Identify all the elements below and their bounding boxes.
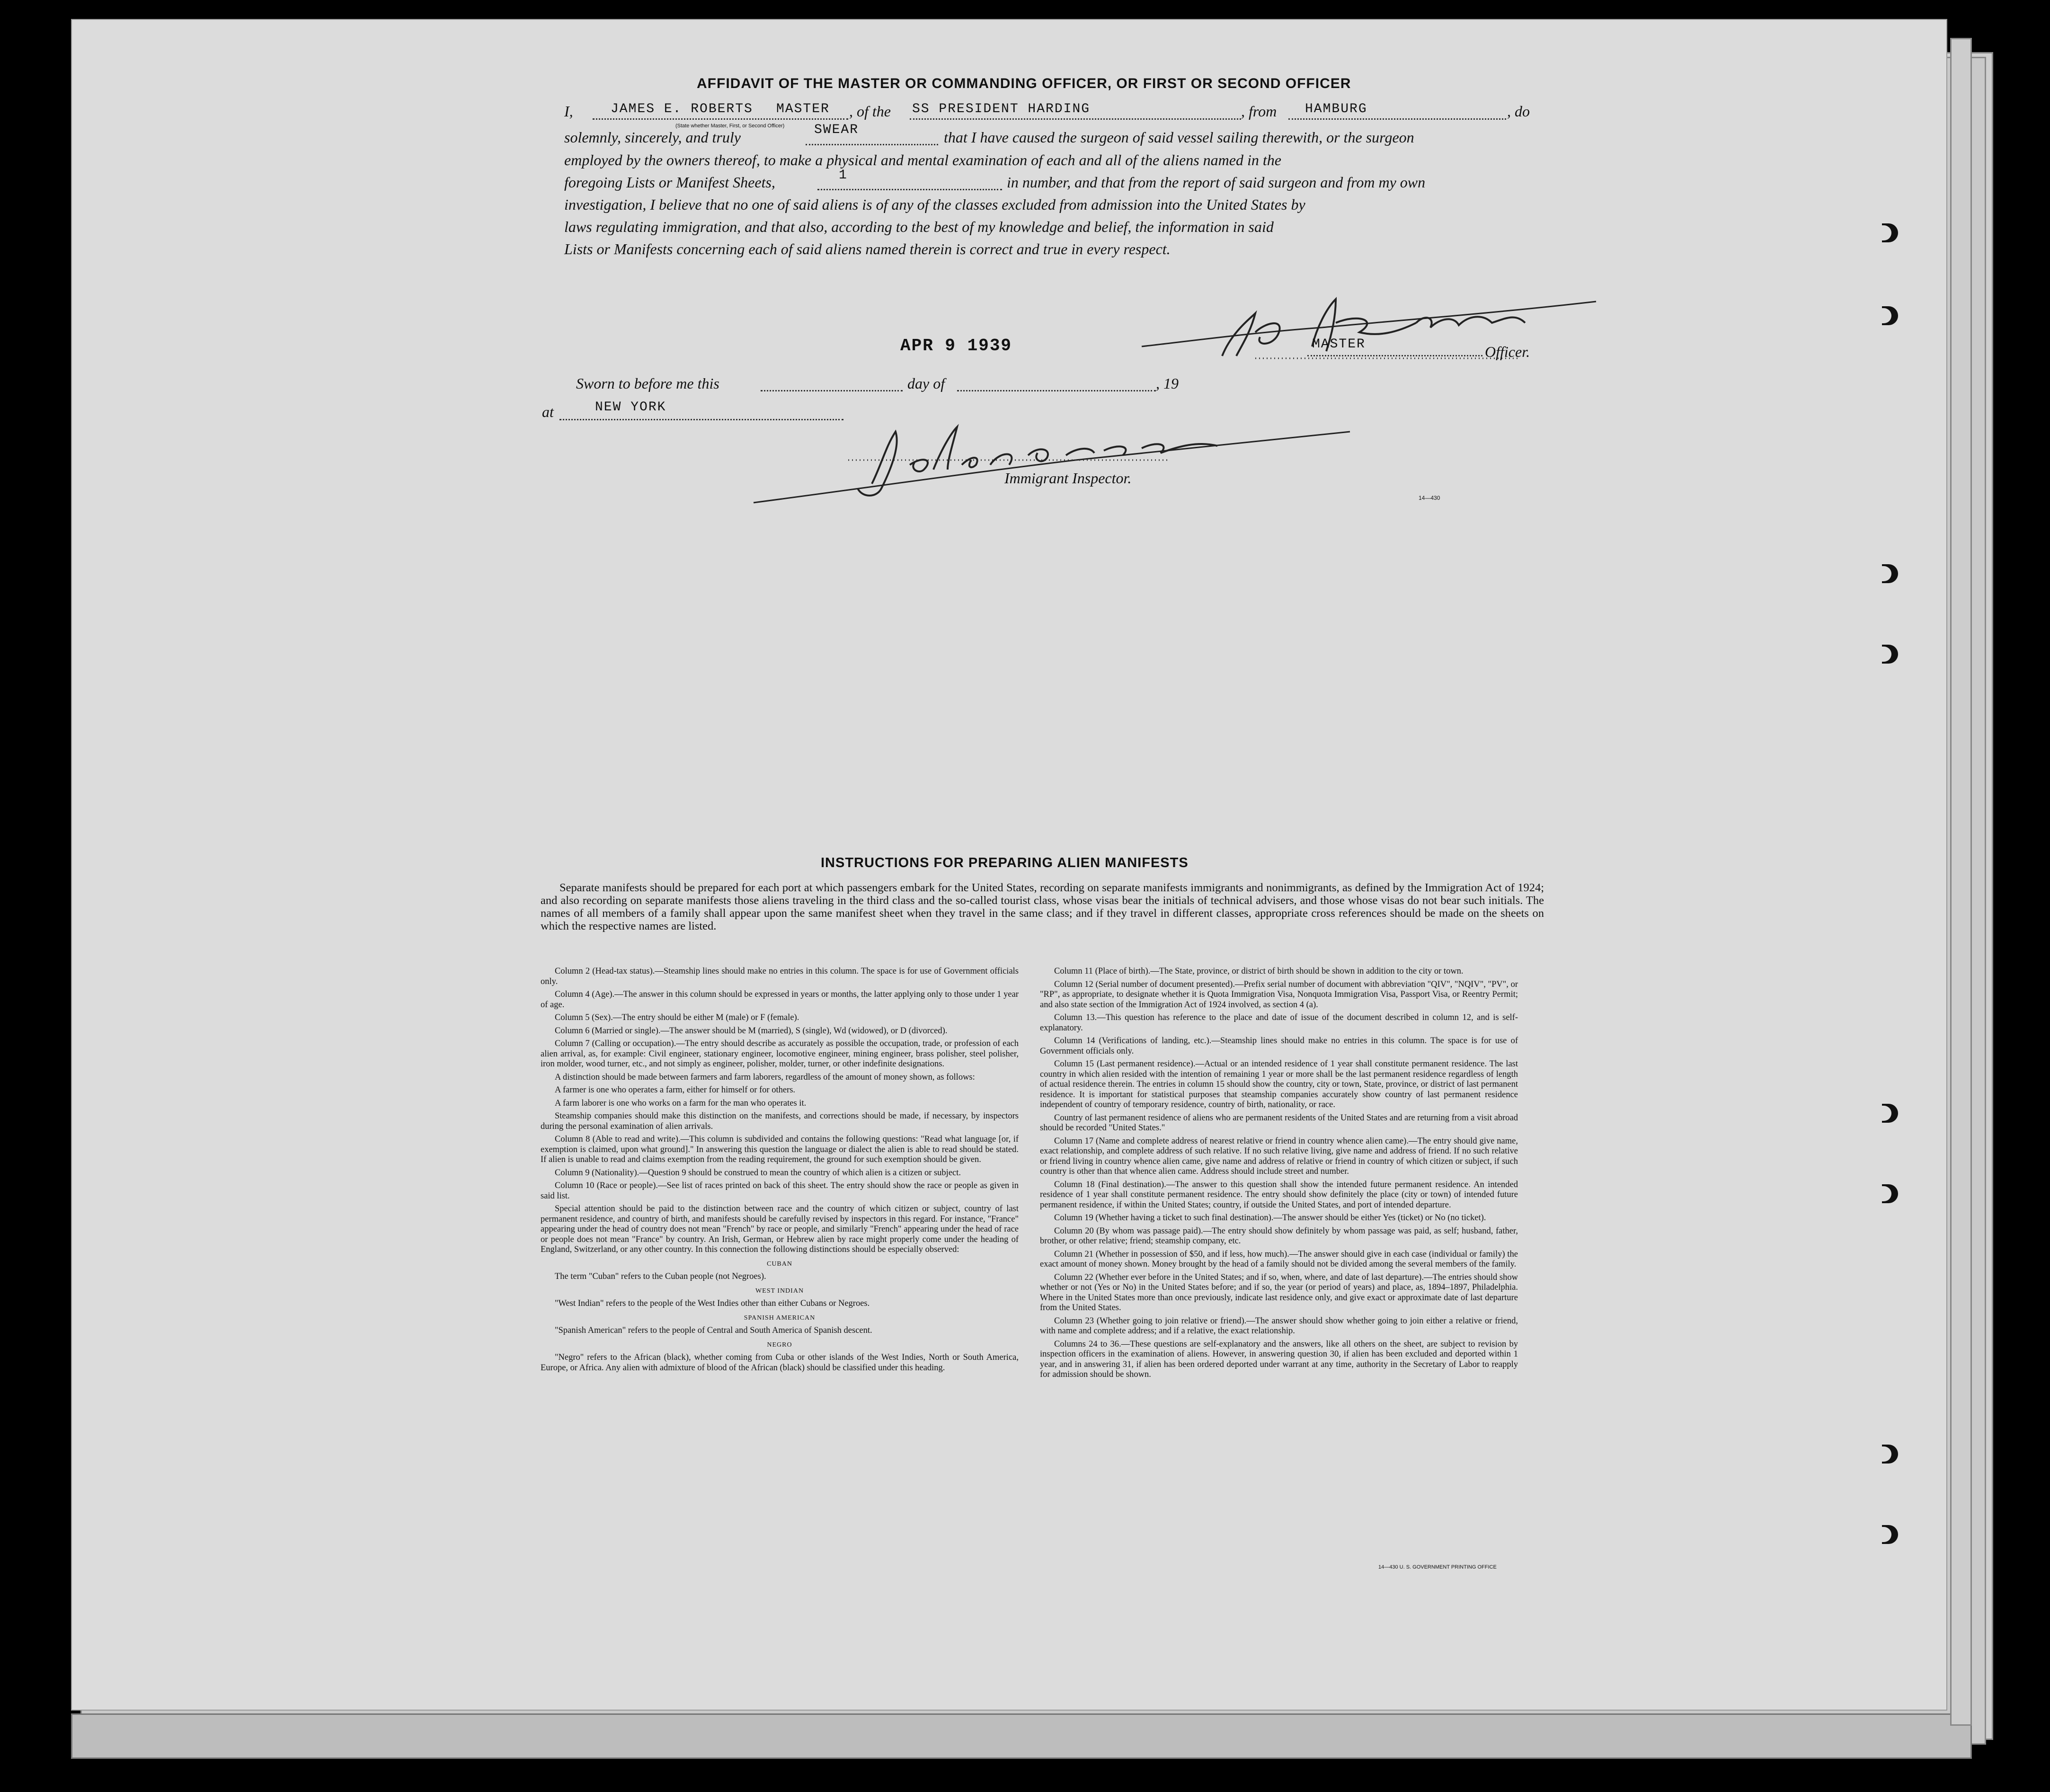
- affidavit-i: I,: [564, 103, 573, 120]
- of-the-label: , of the: [849, 103, 891, 120]
- year-prefix: , 19: [1156, 375, 1179, 392]
- text-west-indian: "West Indian" refers to the people of the West Indies other than either Cubans or Negroes.: [555, 1299, 870, 1308]
- instructions-right-column: [1040, 967, 1518, 1383]
- printer-mark: 14—430 U. S. GOVERNMENT PRINTING OFFICE: [1378, 1564, 1497, 1570]
- left-paragraph: A farmer is one who operates a farm, either for himself or for others.: [555, 1085, 796, 1095]
- left-paragraph: Column 9 (Nationality).—Question 9 should be construed to mean the country of which alien is a citizen or subject.: [555, 1168, 961, 1178]
- sworn-label: Sworn to before me this: [576, 375, 719, 392]
- page-edge-right: [1950, 38, 1972, 1726]
- instructions-left-column: [541, 967, 1019, 1376]
- punch-hole: [1882, 306, 1898, 325]
- left-paragraph: Column 5 (Sex).—The entry should be either M (male) or F (female).: [555, 1013, 799, 1022]
- right-paragraph: Column 21 (Whether in possession of $50, and if less, how much).—The answer should give in each case (individual or family) the exact amount of money shown. Money brought by the head of a family should not be divided among the several members of the family.: [1040, 1249, 1518, 1269]
- text-negro: "Negro" refers to the African (black), whether coming from Cuba or other islands of the West Indies, North or South America, Europe, or Africa. Any alien with admixture of blood of the African (black) should be classified under this heading.: [541, 1353, 1019, 1373]
- right-paragraph: Column 11 (Place of birth).—The State, province, or district of birth should be shown in addition to the city or town.: [1054, 967, 1464, 976]
- right-paragraph: Column 20 (By whom was passage paid).—The entry should show definitely by whom passage was paid, as self; husband, father, brother, or other relative; friend; steamship company, etc.: [1040, 1226, 1518, 1246]
- inspector-signature: [744, 403, 1359, 512]
- right-paragraph: Column 15 (Last permanent residence).—Actual or an intended residence of 1 year shall constitute permanent residence. The last country in which alien resided with the intention of remaining 1 year or more shall be the last permanent residence regardless of length of actual residence therein. The entries in column 15 should show the country, city or town, State, province, or district of last permanent residence. It is important for statistical purposes that steamship companies accurately show country of last permanent residence independent of country of temporary residence, country of birth, nationality, or race.: [1040, 1059, 1518, 1109]
- left-paragraph: A distinction should be made between farmers and farm laborers, regardless of the amount of money shown, as follows:: [555, 1072, 975, 1082]
- subhead-cuban: CUBAN: [766, 1260, 792, 1268]
- departure-port: HAMBURG: [1305, 102, 1367, 116]
- punch-hole: [1882, 1525, 1898, 1544]
- left-paragraph: Special attention should be paid to the distinction between race and the country of which citizen or subject, country of last permanent residence, and country of birth, and manifests should be carefully revised by inspectors in this regard. For instance, "France" appearing under the head of country does not mean "French" by race or people, and similarly "French" appearing under the head of race or people does not mean "France" by country. An Irish, German, or Hebrew alien by race might properly come under the heading of England, Switzerland, or any other country. In this connection the following distinctions should be especially observed:: [541, 1204, 1019, 1254]
- instructions-heading: INSTRUCTIONS FOR PREPARING ALIEN MANIFESTS: [821, 855, 1189, 870]
- line3: employed by the owners thereof, to make a physical and mental examination of each and all of the aliens named in the: [564, 151, 1281, 169]
- day-of-label: day of: [907, 375, 945, 392]
- master-rank: MASTER: [776, 102, 830, 116]
- oath-word: SWEAR: [814, 123, 859, 137]
- manifest-page: [71, 19, 1947, 1711]
- date-stamp: APR 9 1939: [900, 336, 1012, 355]
- right-paragraph: Column 12 (Serial number of document presented).—Prefix serial number of document with abbreviation "QIV", "NQIV", "PV", or "RP", as appropriate, to designate whether it is Quota Immigration Visa, Nonquota Immigration Visa, Passport Visa, or Reentry Permit; and also state section of the Immigration Act of 1924 involved, as section 4 (a).: [1040, 979, 1518, 1010]
- master-signature: [1113, 275, 1606, 380]
- state-note: (State whether Master, First, or Second Officer): [675, 123, 785, 129]
- right-paragraph: Country of last permanent residence of aliens who are permanent residents of the United States and are returning from a visit abroad should be recorded "United States.": [1040, 1113, 1518, 1133]
- left-paragraph: Column 6 (Married or single).—The answer should be M (married), S (single), Wd (widowed), or D (divorced).: [555, 1026, 948, 1036]
- left-paragraph: Column 2 (Head-tax status).—Steamship lines should make no entries in this column. The space is for use of Government officials only.: [541, 967, 1019, 986]
- left-paragraph: A farm laborer is one who works on a farm for the man who operates it.: [555, 1098, 807, 1108]
- do-label: , do: [1507, 103, 1530, 120]
- punch-hole: [1882, 564, 1898, 583]
- line7: Lists or Manifests concerning each of said aliens named therein is correct and true in every respect.: [564, 240, 1171, 257]
- line4-start: foregoing Lists or Manifest Sheets,: [564, 174, 775, 191]
- left-paragraph: Steamship companies should make this distinction on the manifests, and corrections should be made, if necessary, by inspectors during the personal examination of alien arrivals.: [541, 1111, 1019, 1131]
- right-paragraph: Column 23 (Whether going to join relative or friend).—The answer should show whether going to join either a relative or friend, with name and complete address; and if a relative, the exact relationship.: [1040, 1316, 1518, 1336]
- at-label: at: [542, 403, 554, 420]
- text-spanish-american: "Spanish American" refers to the people of Central and South America of Spanish descent.: [555, 1326, 872, 1335]
- sheet-count: 1: [839, 168, 848, 183]
- right-paragraph: Columns 24 to 36.—These questions are self-explanatory and the answers, like all others on the sheet, are subject to revision by inspection officers in the examination of aliens. However, in answering question 30, if alien has been excluded and deported within 1 year, and in answering 31, if alien has been ordered deported under warrant at any time, authority in the Secretary of Labor to reapply for admission should be shown.: [1040, 1339, 1518, 1379]
- right-paragraph: Column 18 (Final destination).—The answer to this question shall show the intended future permanent residence. An intended residence of 1 year shall constitute permanent residence. The entry should show definitely the place (city or town) of intended future permanent residence, if within the United States; country, if outside the United States, and port of intended departure.: [1040, 1180, 1518, 1210]
- line5: investigation, I believe that no one of said aliens is of any of the classes excluded from admission into the United States by: [564, 196, 1305, 213]
- line6: laws regulating immigration, and that also, according to the best of my knowledge and belief, the information in said: [564, 218, 1274, 235]
- punch-hole: [1882, 1184, 1898, 1203]
- line2-start: solemnly, sincerely, and truly: [564, 129, 741, 146]
- officer-label: Officer.: [1485, 343, 1530, 360]
- form-number: 14—430: [1419, 495, 1440, 501]
- instructions-intro: Separate manifests should be prepared for each port at which passengers embark for the United States, recording on separate manifests immigrants and nonimmigrants, as defined by the Immigration Act of 1924; and also recording on separate manifests those aliens traveling in the third class and the so-called tourist class, whose visas bear the initials of technical advisers, and those whose visas do not bear such initials. The names of all members of a family shall appear upon the same manifest sheet when they travel in the same class; and if they travel in different classes, appropriate cross references should be made on the sheets on which the respective names are listed.: [541, 881, 1544, 932]
- punch-hole: [1882, 1104, 1898, 1123]
- page-edge-bottom: [71, 1713, 1972, 1759]
- punch-hole: [1882, 223, 1898, 242]
- right-paragraph: Column 19 (Whether having a ticket to such final destination).—The answer should be either Yes (ticket) or No (no ticket).: [1054, 1213, 1486, 1223]
- master-name: JAMES E. ROBERTS: [611, 102, 753, 116]
- left-paragraph: Column 7 (Calling or occupation).—The entry should describe as accurately as possible the occupation, trade, or profession of each alien arrival, as, for example: Civil engineer, stationary engineer, locomotive engineer, mining engineer, brass polisher, steel polisher, iron molder, wood turner, etc., and not simply as engineer, polisher, molder, turner, or other indefinite designations.: [541, 1039, 1019, 1069]
- left-paragraph: Column 4 (Age).—The answer in this column should be expressed in years or months, the latter applying only to those under 1 year of age.: [541, 990, 1019, 1010]
- right-paragraph: Column 13.—This question has reference to the place and date of issue of the document described in column 12, and is self-explanatory.: [1040, 1013, 1518, 1033]
- right-paragraph: Column 14 (Verifications of landing, etc.).—Steamship lines should make no entries in this column. The space is for use of Government officials only.: [1040, 1036, 1518, 1056]
- from-label: , from: [1241, 103, 1277, 120]
- text-cuban: The term "Cuban" refers to the Cuban people (not Negroes).: [555, 1272, 766, 1281]
- punch-hole: [1882, 1445, 1898, 1464]
- subhead-spanish-american: SPANISH AMERICAN: [744, 1314, 816, 1322]
- line4-end: in number, and that from the report of said surgeon and from my own: [1007, 174, 1426, 191]
- subhead-west-indian: WEST INDIAN: [755, 1287, 804, 1295]
- punch-hole: [1882, 645, 1898, 664]
- subhead-negro: NEGRO: [767, 1341, 792, 1348]
- affidavit-heading: AFFIDAVIT OF THE MASTER OR COMMANDING OFFICER, OR FIRST OR SECOND OFFICER: [697, 76, 1351, 91]
- line2-end: that I have caused the surgeon of said vessel sailing therewith, or the surgeon: [944, 129, 1414, 146]
- sworn-place: NEW YORK: [595, 400, 666, 415]
- left-paragraph: Column 10 (Race or people).—See list of races printed on back of this sheet. The entry should show the race or people as given in said list.: [541, 1181, 1019, 1201]
- inspector-label: Immigrant Inspector.: [1004, 470, 1132, 487]
- right-paragraph: Column 22 (Whether ever before in the United States; and if so, when, where, and date of last departure).—The entries should show whether or not (Yes or No) in the United States before; and if so, the year (or period of years) and place, as, 1894–1897, Philadelphia. Where in the United States more than once previously, indicate last residence only, and give exact or approximate date of last departure from the United States.: [1040, 1272, 1518, 1313]
- officer-rank: MASTER: [1312, 337, 1366, 352]
- right-paragraph: Column 17 (Name and complete address of nearest relative or friend in country whence alien came).—The entry should give name, exact relationship, and complete address of such relative. If no such relative living, give name and address of friend. If no such relative or friend living in country whence alien came, give name and address of relative or friend in country of which citizen or subject, if such country is other than that whence alien came. Address should include street and number.: [1040, 1136, 1518, 1176]
- vessel-name: SS PRESIDENT HARDING: [912, 102, 1091, 116]
- left-paragraph: Column 8 (Able to read and write).—This column is subdivided and contains the following questions: "Read what language [or, if exemption is claimed, upon what ground]." In answering this question the language or dialect the alien is able to read should be stated. If alien is unable to read and claims exemption from the reading requirement, the ground for such exemption should be given.: [541, 1135, 1019, 1164]
